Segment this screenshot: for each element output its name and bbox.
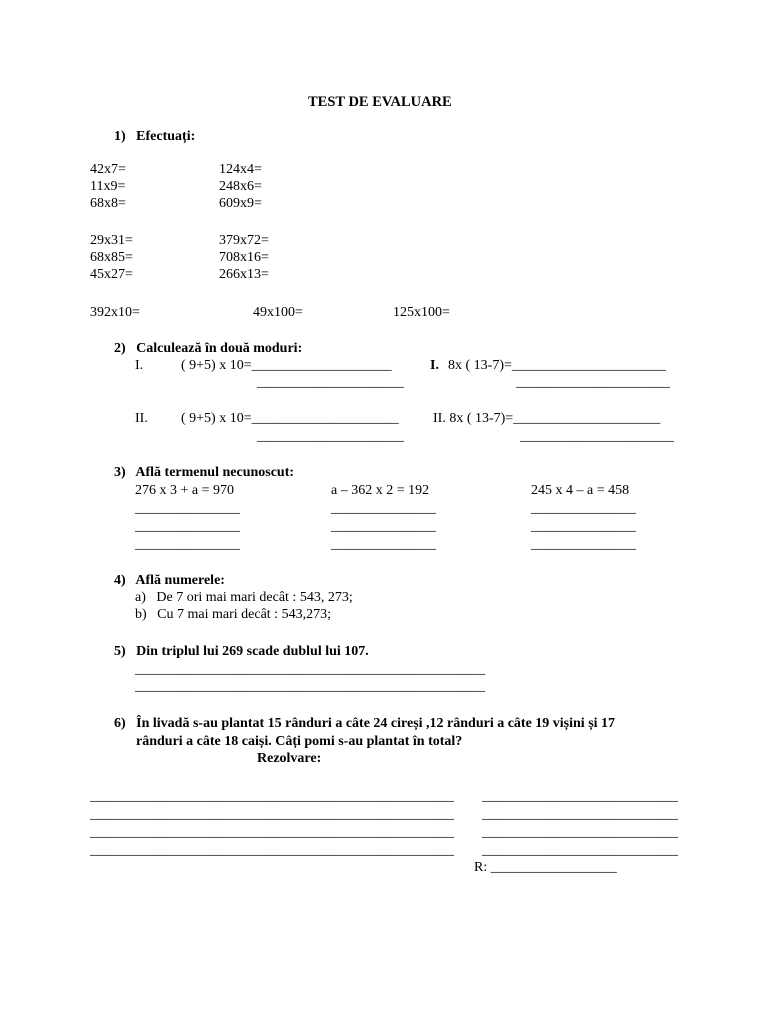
q6-work-line: ____________________________ [482,825,678,840]
q2-answer-line: ______________________ [516,375,670,390]
q3-equation: 276 x 3 + a = 970 [135,483,235,498]
q2-heading: 2) Calculează în două moduri: [114,341,303,356]
q4-item-a: a) De 7 ori mai mari decât : 543, 273; [135,590,353,605]
q1-expr: 124x4= [219,162,262,177]
q1-heading: 1) Efectuați: [114,129,196,144]
q1-expr: 68x8= [90,196,126,211]
q3-answer-line: _______________ [135,519,240,534]
q2-answer-line: _____________________ [257,375,404,390]
q3-answer-line: _______________ [331,537,436,552]
q3-equation: a – 362 x 2 = 192 [331,483,430,498]
q3-answer-line: _______________ [531,519,636,534]
q1-expr: 125x100= [393,305,450,320]
q6-problem-line2: rânduri a câte 18 caiși. Câți pomi s-au plantat în total? [136,734,463,749]
q3-answer-line: _______________ [331,519,436,534]
q4-item-b: b) Cu 7 mai mari decât : 543,273; [135,607,331,622]
q5-answer-line: __________________________________________________ [135,679,485,694]
q6-work-line: ____________________________________________________ [90,843,454,858]
q3-answer-line: _______________ [331,501,436,516]
q2-row-number: II. [135,411,148,426]
q1-expr: 392x10= [90,305,140,320]
q3-equation: 245 x 4 – a = 458 [531,483,630,498]
page-title: TEST DE EVALUARE [308,94,452,110]
q3-answer-line: _______________ [531,501,636,516]
q1-expr: 248x6= [219,179,262,194]
q1-expr: 11x9= [90,179,126,194]
q1-expr: 42x7= [90,162,126,177]
q2-row-number: I. [430,358,439,373]
q3-answer-line: _______________ [531,537,636,552]
q6-answer: R: __________________ [474,860,617,875]
q2-answer-line: ______________________ [520,429,674,444]
q1-expr: 609x9= [219,196,262,211]
q4-heading: 4) Află numerele: [114,573,225,588]
q2-right-expr: II. 8x ( 13-7)=_____________________ [433,411,661,426]
q3-answer-line: _______________ [135,501,240,516]
q5-answer-line: __________________________________________________ [135,662,485,677]
q6-work-line: ____________________________ [482,789,678,804]
q2-left-expr: ( 9+5) x 10=_____________________ [181,411,399,426]
q3-answer-line: _______________ [135,537,240,552]
q1-expr: 49x100= [253,305,303,320]
q6-work-line: ____________________________ [482,807,678,822]
q5-heading: 5) Din triplul lui 269 scade dublul lui 107. [114,644,369,659]
q2-answer-line: _____________________ [257,429,404,444]
q6-work-line: ____________________________________________________ [90,807,454,822]
q2-row-number: I. [135,358,144,373]
q6-work-line: ____________________________________________________ [90,825,454,840]
q1-expr: 379x72= [219,233,269,248]
q1-expr: 708x16= [219,250,269,265]
q1-expr: 68x85= [90,250,133,265]
q2-right-expr: 8x ( 13-7)=______________________ [448,358,666,373]
q2-left-expr: ( 9+5) x 10=____________________ [181,358,392,373]
q1-expr: 45x27= [90,267,133,282]
q1-expr: 266x13= [219,267,269,282]
q6-problem-line1: 6) În livadă s-au plantat 15 rânduri a câte 24 cireși ,12 rânduri a câte 19 vișini și 17 [114,716,616,731]
q3-heading: 3) Află termenul necunoscut: [114,465,295,480]
q6-work-line: ____________________________ [482,843,678,858]
q6-work-line: ____________________________________________________ [90,789,454,804]
q6-rezolvare-label: Rezolvare: [257,751,322,766]
q1-expr: 29x31= [90,233,133,248]
